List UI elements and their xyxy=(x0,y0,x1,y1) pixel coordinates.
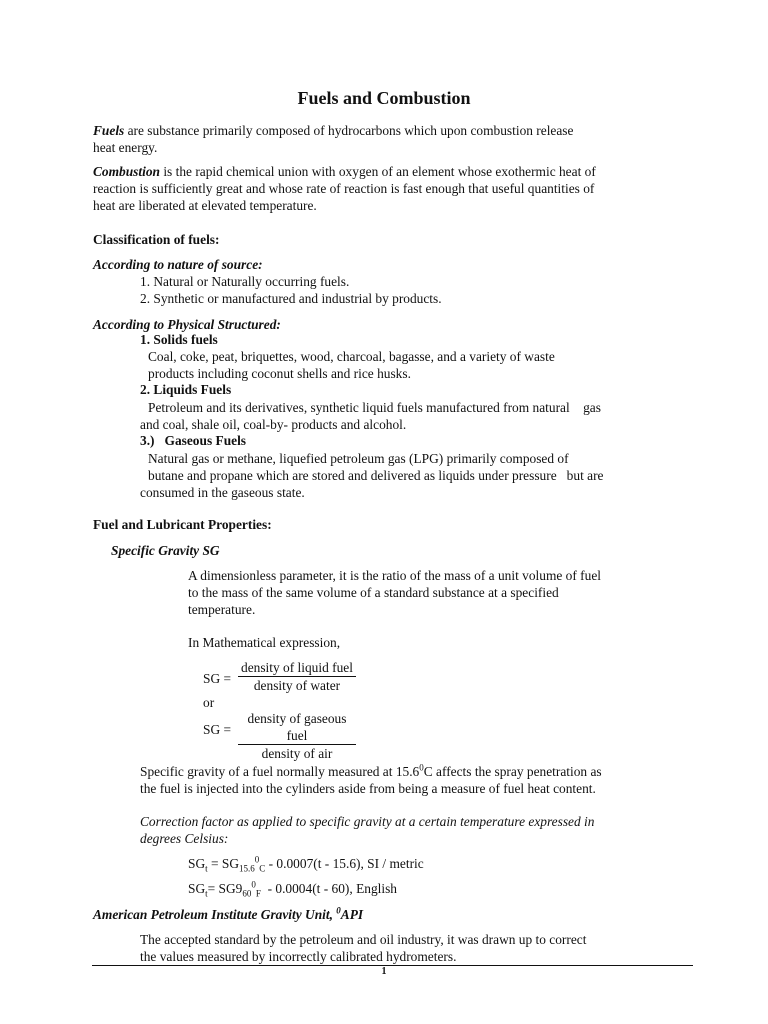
fraction-numerator: density of gaseous fuel xyxy=(238,710,356,745)
fraction-numerator: density of liquid fuel xyxy=(238,659,356,677)
sg-measured-line1: Specific gravity of a fuel normally measured at 15.6$^0$C affects the spray penetration as xyxy=(140,762,602,779)
fuels-term: Fuels xyxy=(93,123,125,138)
liquids-heading: 2. Liquids Fuels xyxy=(140,382,232,397)
sg-definition-1: A dimensionless parameter, it is the ratio of the mass of a unit volume of fuel xyxy=(188,568,601,583)
gaseous-text-1: Natural gas or methane, liquefied petroleum gas (LPG) primarily composed of xyxy=(148,451,569,466)
fuels-definition-line2: heat energy. xyxy=(93,140,158,155)
combustion-term: Combustion xyxy=(93,164,160,179)
math-expression-label: In Mathematical expression, xyxy=(188,635,341,650)
source-item-2: 2. Synthetic or manufactured and industrial by products. xyxy=(140,291,442,306)
sg-gas-fraction xyxy=(238,710,356,762)
sg-liquid-fraction xyxy=(238,659,356,694)
gaseous-text-2: butane and propane which are stored and delivered as liquids under pressure but are xyxy=(148,468,604,483)
sg-definition-3: temperature. xyxy=(188,602,256,617)
fraction-denominator: density of water xyxy=(253,678,341,693)
sg-heading: Specific Gravity SG xyxy=(111,543,220,558)
sg-measured-line2: the fuel is injected into the cylinders aside from being a measure of fuel heat content. xyxy=(140,781,596,796)
solids-text-1: Coal, coke, peat, briquettes, wood, charcoal, bagasse, and a variety of waste xyxy=(148,349,555,364)
sg-equals-1: SG = xyxy=(203,671,232,686)
liquids-text-1: Petroleum and its derivatives, synthetic liquid fuels manufactured from natural gas xyxy=(148,400,601,415)
solids-heading: 1. Solids fuels xyxy=(140,332,218,347)
combustion-definition-line2: reaction is sufficiently great and whose rate of reaction is fast enough that useful quantities of xyxy=(93,181,595,196)
api-heading: American Petroleum Institute Gravity Unit, $^0$API xyxy=(93,905,364,922)
correction-equation-si: $SG_t = SG_{15.6}^0_C - 0.0007(t - 15.6)$, SI / metric xyxy=(188,854,424,874)
sg-equals-2: SG = xyxy=(203,722,232,737)
fraction-denominator: density of air xyxy=(261,746,333,761)
api-text-2: the values measured by incorrectly calibrated hydrometers. xyxy=(140,949,457,964)
source-item-1: 1. Natural or Naturally occurring fuels. xyxy=(140,274,350,289)
solids-text-2: products including coconut shells and rice husks. xyxy=(148,366,411,381)
liquids-text-2: and coal, shale oil, coal-by- products and alcohol. xyxy=(140,417,407,432)
classification-heading: Classification of fuels: xyxy=(93,232,220,247)
correction-line2: degrees Celsius: xyxy=(140,831,229,846)
combustion-definition-line3: heat are liberated at elevated temperature. xyxy=(93,198,317,213)
fuels-definition-line1: Fuels are substance primarily composed of hydrocarbons which upon combustion release xyxy=(93,123,574,138)
gaseous-heading: 3.) Gaseous Fuels xyxy=(140,433,247,448)
combustion-definition-line1: Combustion is the rapid chemical union with oxygen of an element whose exothermic heat of xyxy=(93,164,596,179)
correction-line1: Correction factor as applied to specific gravity at a certain temperature expressed in xyxy=(140,814,595,829)
or-text: or xyxy=(203,695,215,710)
properties-heading: Fuel and Lubricant Properties: xyxy=(93,517,272,532)
physical-heading: According to Physical Structured: xyxy=(93,317,281,332)
sg-definition-2: to the mass of the same volume of a standard substance at a specified xyxy=(188,585,559,600)
api-text-1: The accepted standard by the petroleum and oil industry, it was drawn up to correct xyxy=(140,932,587,947)
source-heading: According to nature of source: xyxy=(93,257,263,272)
gaseous-text-3: consumed in the gaseous state. xyxy=(140,485,305,500)
page-title: Fuels and Combustion xyxy=(297,88,471,108)
page-number: 1 xyxy=(381,966,387,977)
correction-equation-english: $SG_t= SG9_{60}^0_F - 0.0004(t - 60)$, English xyxy=(188,879,397,899)
